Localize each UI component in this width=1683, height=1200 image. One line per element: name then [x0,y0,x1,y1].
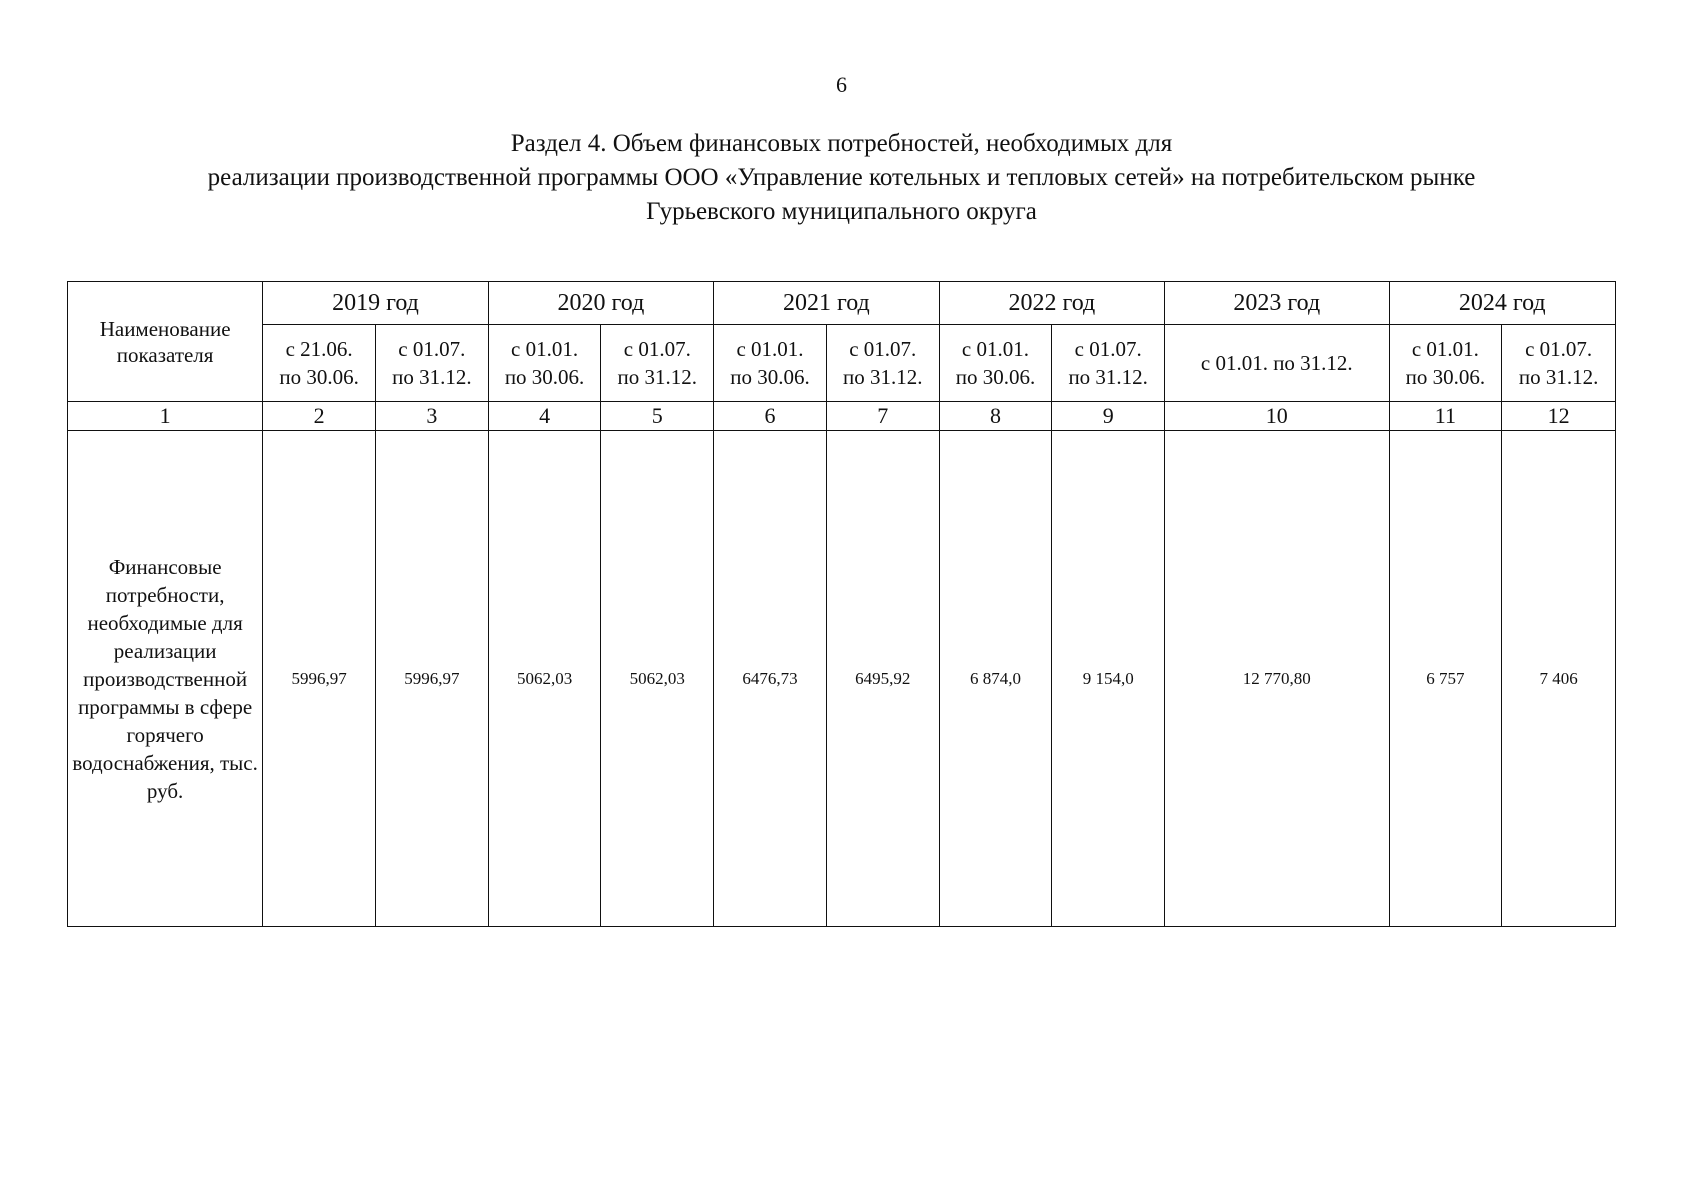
section-title [0,127,1683,229]
period-header: с 01.01. по 30.06. [939,325,1052,402]
column-number: 12 [1502,402,1616,431]
year-header: 2020 год [488,282,713,325]
column-number: 6 [714,402,827,431]
column-number: 1 [68,402,263,431]
period-header: с 01.07. по 31.12. [601,325,714,402]
period-header-row [68,325,1616,402]
year-header: 2023 год [1165,282,1389,325]
year-header: 2019 год [263,282,488,325]
value-cell: 12 770,80 [1165,431,1389,927]
year-header: 2024 год [1389,282,1616,325]
column-number: 7 [826,402,939,431]
period-header: с 01.07. по 31.12. [1502,325,1616,402]
period-header: с 01.07. по 31.12. [375,325,488,402]
period-header: с 01.01. по 30.06. [714,325,827,402]
period-header: с 01.07. по 31.12. [826,325,939,402]
page-number: 6 [836,72,847,97]
column-number: 2 [263,402,376,431]
value-cell: 5996,97 [263,431,376,927]
year-header: 2022 год [939,282,1164,325]
period-header: с 01.01. по 30.06. [488,325,601,402]
indicator-name: Финансовые потребности, необходимые для реализации производственной программы в сфере горячего водоснабжения, тыс. руб. [68,431,263,927]
column-number: 8 [939,402,1052,431]
value-cell: 5062,03 [488,431,601,927]
column-number: 9 [1052,402,1165,431]
value-cell: 6 757 [1389,431,1502,927]
period-header: с 01.01. по 31.12. [1165,325,1389,402]
period-header: с 01.01. по 30.06. [1389,325,1502,402]
year-header-row [68,282,1616,325]
column-number: 5 [601,402,714,431]
indicator-name-header: Наименование показателя [68,282,263,402]
title-line-3: Гурьевского муниципального округа [646,198,1037,225]
value-cell: 5996,97 [375,431,488,927]
financial-needs-table [67,281,1616,927]
column-number-row [68,402,1616,431]
title-line-1: Раздел 4. Объем финансовых потребностей, необходимых для [510,130,1173,157]
column-number: 3 [375,402,488,431]
value-cell: 5062,03 [601,431,714,927]
table-row [68,431,1616,927]
period-header: с 21.06. по 30.06. [263,325,376,402]
value-cell: 6495,92 [826,431,939,927]
value-cell: 7 406 [1502,431,1616,927]
year-header: 2021 год [714,282,939,325]
column-number: 4 [488,402,601,431]
value-cell: 6476,73 [714,431,827,927]
title-line-2: реализации производственной программы ООО «Управление котельных и тепловых сетей» на потребительском рынке [207,164,1476,191]
value-cell: 9 154,0 [1052,431,1165,927]
column-number: 10 [1165,402,1389,431]
period-header: с 01.07. по 31.12. [1052,325,1165,402]
value-cell: 6 874,0 [939,431,1052,927]
column-number: 11 [1389,402,1502,431]
